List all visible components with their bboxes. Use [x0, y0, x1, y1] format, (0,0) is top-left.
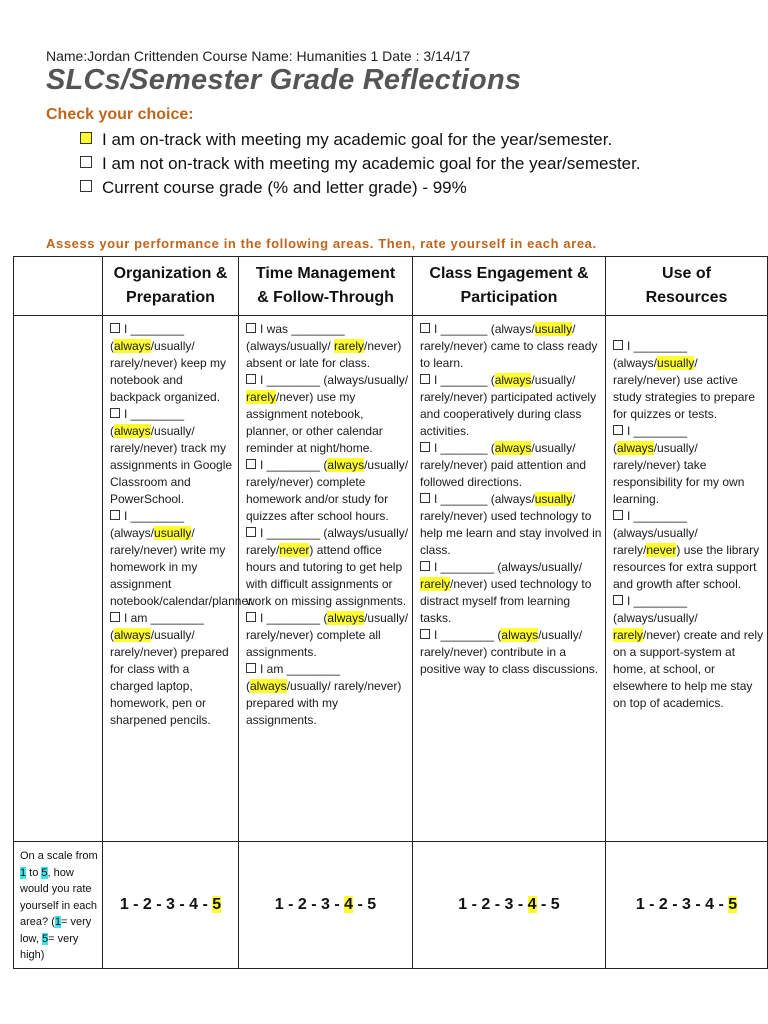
checkbox-icon[interactable] [246, 527, 256, 537]
checkbox-on-track[interactable] [80, 132, 92, 144]
checkbox-icon[interactable] [613, 340, 623, 350]
list-item[interactable] [246, 610, 409, 661]
empty-statements-label-cell [14, 316, 103, 842]
choice-not-on-track-label: I am not on-track with meeting my academic goal for the year/semester. [102, 154, 641, 173]
choice-on-track-label: I am on-track with meeting my academic goal for the year/semester. [102, 130, 613, 149]
rating-options: - 5 [353, 895, 377, 913]
list-item[interactable] [420, 491, 602, 559]
highlighted-answer: always [617, 441, 654, 455]
checkbox-icon[interactable] [246, 459, 256, 469]
checkbox-icon[interactable] [420, 374, 430, 384]
statement-text: I ________ (always/usually/ rarely/ [613, 509, 698, 557]
statements-row [14, 316, 768, 842]
statement-text: I ________ (always/usually/ [260, 373, 409, 387]
statement-text: /usually/ rarely/never) take responsibility for my own learning. [613, 441, 745, 506]
highlighted-answer: rarely [613, 628, 644, 642]
statement-text: I ________ ( [260, 458, 328, 472]
statement-text: I _______ ( [434, 441, 495, 455]
checkbox-icon[interactable] [246, 663, 256, 673]
checkbox-icon[interactable] [420, 561, 430, 571]
statement-text: /usually/ rarely/never) keep my notebook and backpack organized. [110, 339, 227, 404]
header-time-line2: & Follow-Through [257, 289, 394, 306]
checkbox-icon[interactable] [110, 510, 120, 520]
statement-text: I _______ (always/ [434, 322, 535, 336]
rating-options: 1 - 2 - 3 - 4 - [119, 895, 213, 913]
scale-number: 1 [54, 916, 61, 928]
rating-class-engagement[interactable] [413, 842, 606, 969]
statement-text: I ________ (always/usually/ rarely/ [246, 526, 409, 557]
choice-course-grade[interactable] [80, 176, 740, 199]
scale-text: , how would you rate yourself in each area? ( [20, 866, 98, 928]
checkbox-icon[interactable] [110, 323, 120, 333]
statement-text: /usually/ rarely/never) complete homework and/or study for quizzes after school hours. [246, 458, 409, 523]
statement-text: /never) absent or late for class. [246, 339, 402, 370]
highlighted-answer: always [114, 628, 151, 642]
checkbox-icon[interactable] [420, 493, 430, 503]
statement-text: /usually/ rarely/never) participated actively and cooperatively during class activities. [420, 373, 597, 438]
choice-course-grade-label: Current course grade (% and letter grade) - 99% [102, 178, 467, 197]
rating-row [14, 842, 768, 969]
rating-selected[interactable]: 5 [212, 895, 222, 913]
list-item[interactable] [613, 423, 764, 508]
choice-list [80, 128, 740, 200]
statement-text: /usually/ rarely/never) paid attention and followed directions. [420, 441, 587, 489]
highlighted-answer: always [250, 679, 287, 693]
rating-use-of-resources[interactable] [606, 842, 768, 969]
list-item[interactable] [613, 338, 764, 423]
scale-number: 5 [41, 866, 48, 879]
scale-text: to [26, 866, 42, 879]
list-item[interactable] [613, 593, 764, 712]
list-item[interactable] [420, 627, 602, 678]
statement-text: I _______ ( [434, 373, 495, 387]
highlighted-answer: usually [154, 526, 192, 540]
choice-not-on-track[interactable] [80, 152, 740, 175]
statement-text: /usually/ rarely/never) prepared with my assignments. [246, 679, 402, 727]
statement-text: I ________ ( [110, 322, 185, 353]
statement-text: I ________ (always/usually/ [613, 594, 698, 625]
rating-selected[interactable]: 4 [344, 895, 354, 913]
highlighted-answer: rarely [420, 577, 451, 591]
checkbox-icon[interactable] [420, 323, 430, 333]
highlighted-answer: always [114, 424, 151, 438]
statement-text: I ________ ( [434, 628, 502, 642]
rating-selected[interactable]: 5 [728, 895, 738, 913]
list-item[interactable] [420, 372, 602, 440]
checkbox-course-grade[interactable] [80, 180, 92, 192]
self-assessment-table [13, 256, 768, 969]
statement-text: ) use the library resources for extra support and growth after school. [613, 543, 760, 591]
statement-text: /never) create and rely on a support-system at home, at school, or elsewhere to help me stay on top of academics. [613, 628, 764, 710]
highlighted-answer: never [279, 543, 310, 557]
highlighted-answer: usually [534, 322, 573, 336]
statement-text: /usually/ rarely/never) prepared for class with a charged laptop, homework, pen or sharpened pencils. [110, 628, 229, 727]
header-engage-line2: Participation [460, 289, 558, 306]
statement-text: /usually/ rarely/never) track my assignments in Google Classroom and PowerSchool. [110, 424, 233, 506]
list-item[interactable] [613, 508, 764, 593]
statement-text: /usually/ rarely/never) complete all assignments. [246, 611, 409, 659]
statement-text: /never) use my assignment notebook, planner, or other calendar reminder at night/home. [246, 390, 383, 455]
statement-text: / rarely/never) write my homework in my assignment notebook/calendar/planner. [110, 526, 255, 608]
checkbox-not-on-track[interactable] [80, 156, 92, 168]
list-item[interactable] [246, 525, 409, 610]
statement-text: /never) used technology to distract myself from learning tasks. [420, 577, 592, 625]
checkbox-icon[interactable] [613, 595, 623, 605]
checkbox-icon[interactable] [613, 425, 623, 435]
statement-text: I am ________ ( [246, 662, 341, 693]
statement-text: I ________ ( [110, 407, 185, 438]
header-resources-line2: Resources [645, 289, 728, 306]
list-item[interactable] [110, 508, 255, 610]
statement-text: / rarely/never) used technology to help me learn and stay involved in class. [420, 492, 602, 557]
list-item[interactable] [110, 406, 235, 508]
highlighted-answer: always [494, 441, 532, 455]
header-organization-line2: Preparation [126, 289, 215, 306]
time-management-statements [239, 316, 413, 842]
list-item[interactable] [420, 559, 602, 627]
checkbox-icon[interactable] [246, 612, 256, 622]
highlighted-answer: always [494, 373, 532, 387]
list-item[interactable] [110, 321, 235, 406]
rating-scale-label [14, 842, 103, 969]
list-item[interactable] [420, 321, 602, 372]
statement-text: I ________ (always/ [110, 509, 185, 540]
statement-text: I _______ (always/ [434, 492, 535, 506]
highlighted-answer: usually [534, 492, 573, 506]
highlighted-answer: rarely [246, 390, 277, 404]
rating-selected[interactable]: 4 [527, 895, 537, 913]
list-item[interactable] [246, 321, 409, 372]
choice-on-track[interactable] [80, 128, 740, 151]
highlighted-answer: always [327, 458, 365, 472]
statement-text: /usually/ rarely/never) contribute in a positive way to class discussions. [420, 628, 599, 676]
rating-organization[interactable] [103, 842, 239, 969]
statement-text: I ________ ( [613, 424, 688, 455]
list-item[interactable] [246, 661, 409, 729]
statement-text: I ________ (always/ [613, 339, 688, 370]
rating-time-management[interactable] [239, 842, 413, 969]
highlighted-answer: always [114, 339, 151, 353]
list-item[interactable] [110, 610, 235, 729]
page-title: SLCs/Semester Grade Reflections [46, 64, 522, 96]
list-item[interactable] [420, 440, 602, 491]
checkbox-icon[interactable] [420, 442, 430, 452]
scale-number: 1 [20, 866, 27, 879]
rating-options: - 5 [536, 895, 560, 913]
checkbox-icon[interactable] [246, 374, 256, 384]
checkbox-icon[interactable] [110, 408, 120, 418]
header-organization-line1: Organization & [113, 265, 228, 282]
list-item[interactable] [246, 457, 409, 525]
student-info-line: Name:Jordan Crittenden Course Name: Humanities 1 Date : 3/14/17 [46, 48, 471, 64]
highlighted-answer: never [646, 543, 677, 557]
check-choice-heading: Check your choice: [46, 106, 194, 123]
rating-options: 1 - 2 - 3 - [458, 895, 528, 913]
highlighted-answer: rarely [334, 339, 365, 353]
scale-number: 5 [42, 932, 49, 945]
statement-text: I am ________ ( [110, 611, 205, 642]
statement-text: ) attend office hours and tutoring to get help with difficult assignments or work on missing assignments. [246, 543, 407, 608]
header-engage-line1: Class Engagement & [429, 265, 589, 282]
assess-instruction: Assess your performance in the following areas. Then, rate yourself in each area. [46, 236, 597, 251]
highlighted-answer: always [501, 628, 539, 642]
use-of-resources-statements [606, 316, 768, 842]
checkbox-icon[interactable] [613, 510, 623, 520]
statement-text: I ________ ( [260, 611, 328, 625]
checkbox-icon[interactable] [420, 629, 430, 639]
checkbox-icon[interactable] [110, 612, 120, 622]
header-class-engagement [413, 257, 606, 316]
empty-header-cell [14, 257, 103, 316]
rating-options: 1 - 2 - 3 - [274, 895, 345, 913]
organization-statements [103, 316, 255, 842]
header-use-of-resources [606, 257, 768, 316]
class-engagement-statements [413, 316, 606, 842]
rating-options: 1 - 2 - 3 - 4 - [635, 895, 729, 913]
statement-text: / rarely/never) came to class ready to learn. [420, 322, 598, 370]
highlighted-answer: always [327, 611, 365, 625]
checkbox-icon[interactable] [246, 323, 256, 333]
statement-text: / rarely/never) use active study strategies to prepare for quizzes or tests. [613, 356, 756, 421]
scale-text: On a scale from [20, 850, 98, 862]
table-header-row [14, 257, 768, 316]
list-item[interactable] [246, 372, 409, 457]
header-time-line1: Time Management [255, 265, 396, 282]
scale-text: = very low, [20, 916, 92, 945]
header-resources-line1: Use of [662, 265, 711, 282]
header-time-management [239, 257, 413, 316]
scale-text: = very high) [20, 932, 79, 961]
statement-text: I was ________ (always/usually/ [246, 322, 345, 353]
header-organization [103, 257, 239, 316]
highlighted-answer: usually [657, 356, 695, 370]
statement-text: I ________ (always/usually/ [434, 560, 583, 574]
